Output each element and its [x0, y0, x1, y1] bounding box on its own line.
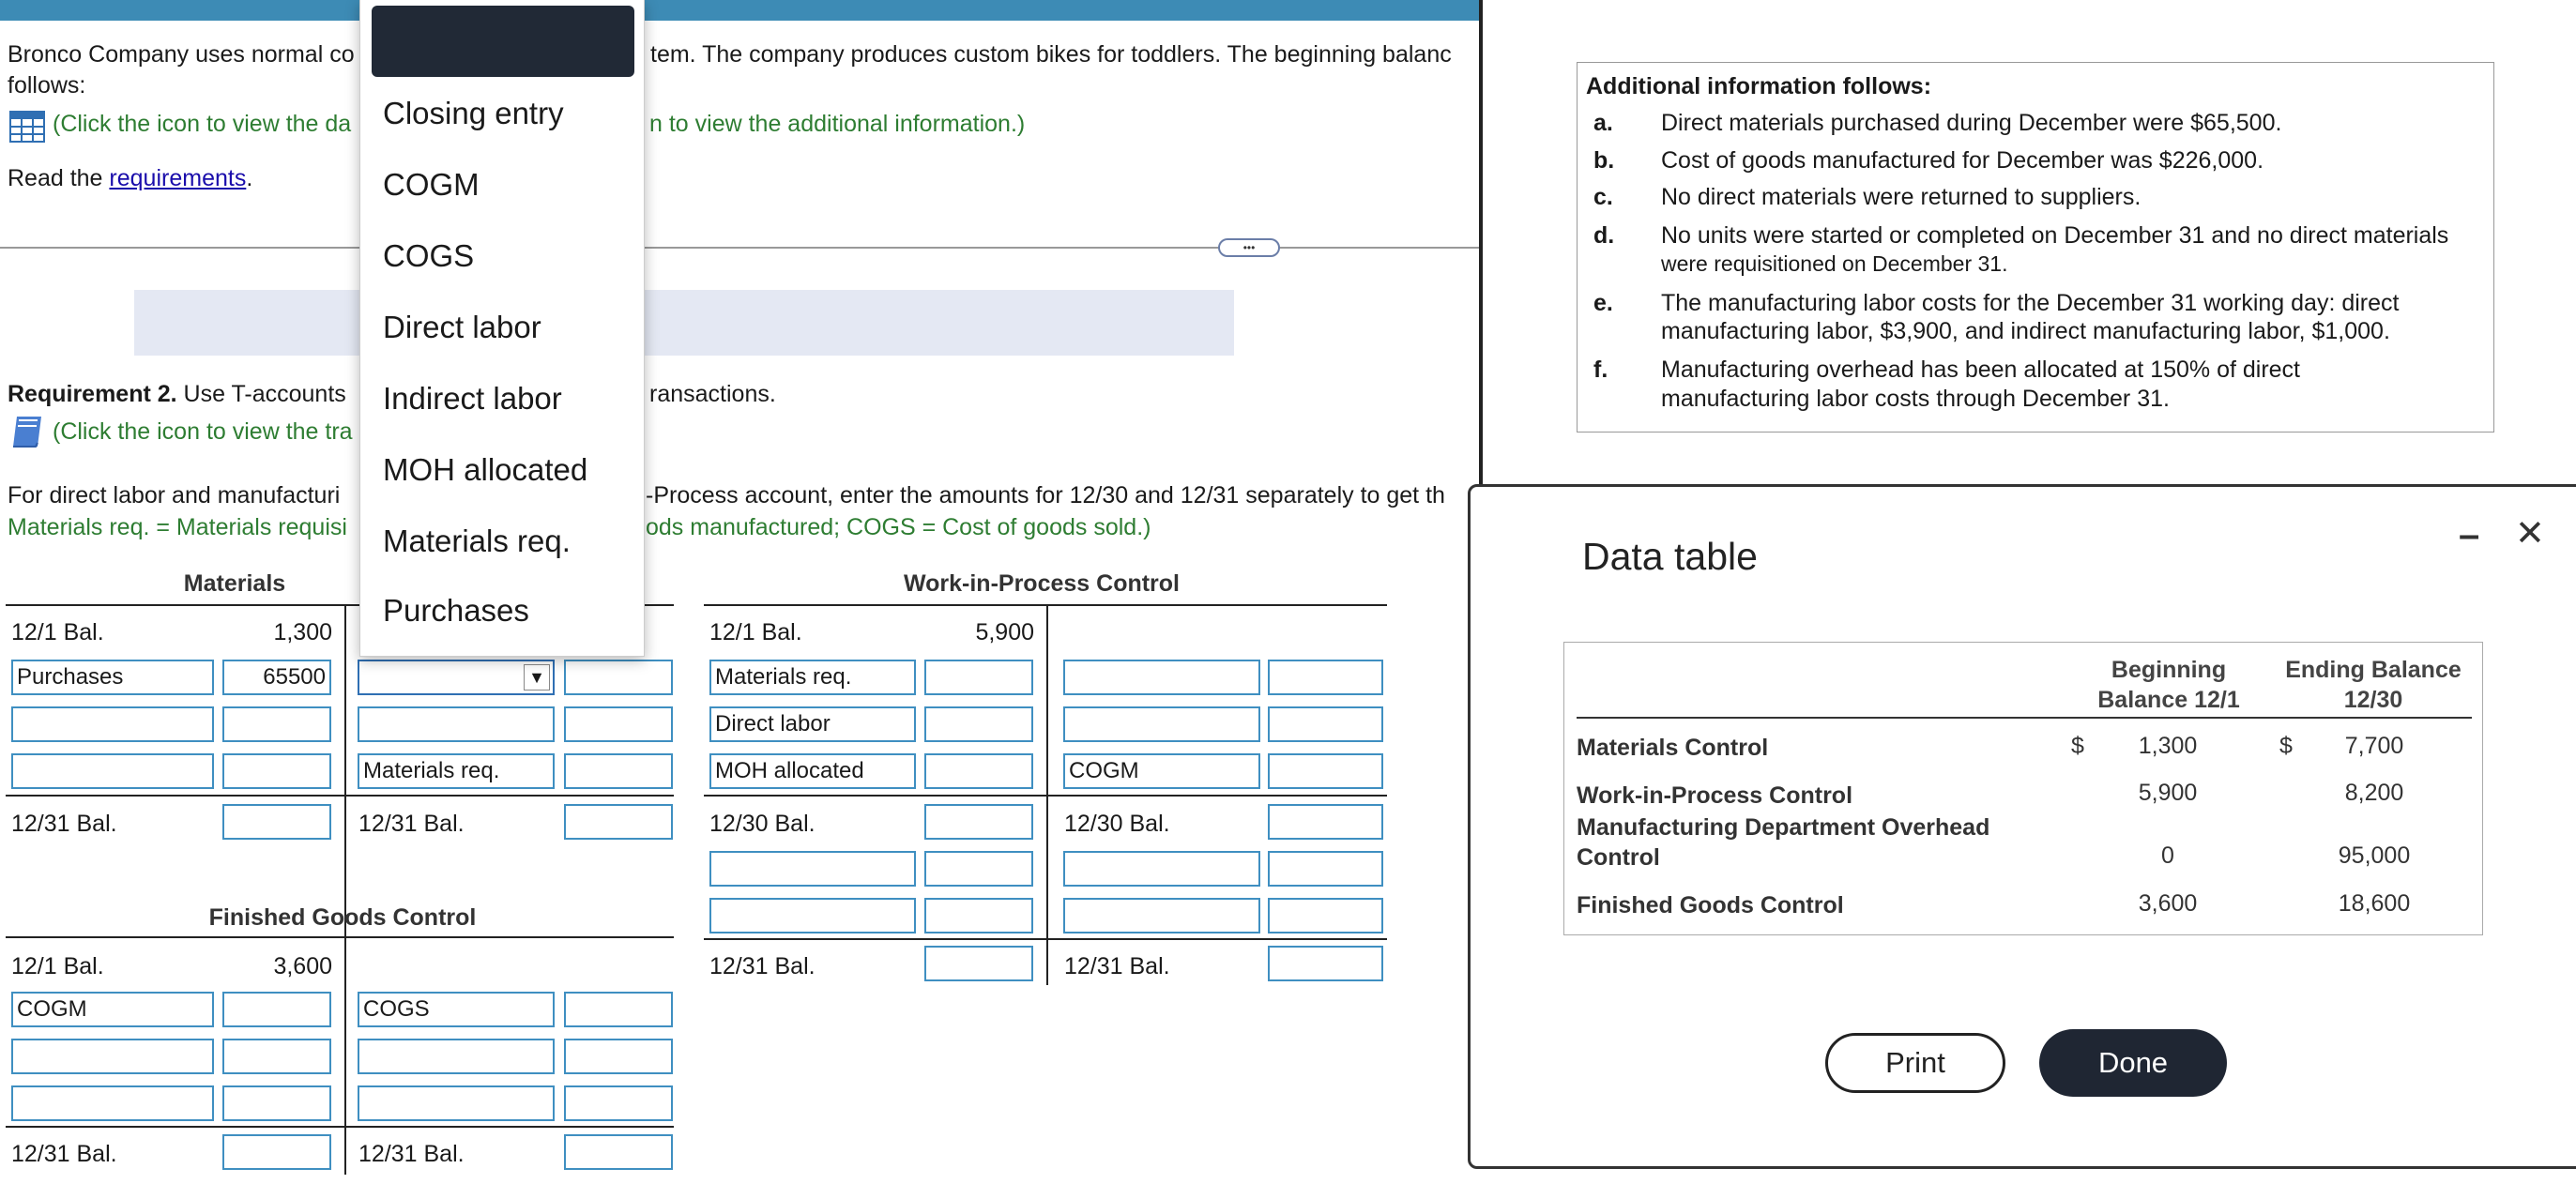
dt-moh-end: 95,000 — [2338, 842, 2411, 869]
info-label-b: b. — [1593, 147, 1615, 174]
close-icon[interactable]: ✕ — [2515, 514, 2545, 554]
info-text-f2: manufacturing labor costs through December 31. — [1661, 386, 2170, 412]
dropdown-item-purchases[interactable]: Purchases — [383, 593, 529, 628]
dt-row-wip: Work-in-Process Control — [1577, 782, 1853, 809]
wip-debit-value-3[interactable] — [924, 753, 1033, 789]
additional-info-link[interactable]: n to view the additional information.) — [649, 111, 1026, 137]
fg-end-label: 12/31 Bal. — [11, 1141, 117, 1167]
dt-fg-end: 18,600 — [2338, 890, 2411, 917]
dt-currency-beg: $ — [2071, 733, 2084, 759]
col-header-beginning — [2065, 655, 2273, 715]
dropdown-selected-blank[interactable] — [372, 6, 634, 77]
dropdown-item-materials-req[interactable]: Materials req. — [383, 524, 571, 558]
print-button[interactable]: Print — [1825, 1033, 2005, 1093]
wip-bal30-value-right[interactable] — [1268, 804, 1383, 840]
wip-credit-value-5[interactable] — [1268, 898, 1383, 933]
wip-credit-value-3[interactable] — [1268, 753, 1383, 789]
info-text-f: Manufacturing overhead has been allocated at 150% of direct — [1661, 357, 2301, 383]
intro-line1-right: tem. The company produces custom bikes for toddlers. The beginning balanc — [650, 41, 1452, 68]
wip-credit-value-2[interactable] — [1268, 706, 1383, 742]
info-label-d: d. — [1593, 222, 1615, 249]
fg-credit-label-2[interactable] — [358, 1039, 555, 1074]
info-text-a: Direct materials purchased during December were $65,500. — [1661, 110, 2282, 136]
wip-credit-label-4[interactable] — [1063, 851, 1260, 887]
data-table-header-rule — [1577, 717, 2472, 719]
info-text-c: No direct materials were returned to suppliers. — [1661, 184, 2142, 210]
intro-line2: follows: — [8, 72, 86, 99]
dropdown-item-moh-allocated[interactable]: MOH allocated — [383, 452, 588, 487]
materials-credit-value-1[interactable] — [564, 660, 673, 695]
abbreviations-right: ods manufactured; COGS = Cost of goods sold.) — [646, 514, 1151, 540]
materials-account-title: Materials — [183, 570, 286, 597]
dt-row-moh: Manufacturing Department Overhead — [1577, 814, 1990, 841]
wip-debit-value-1[interactable] — [924, 660, 1033, 695]
fg-end-label-right: 12/31 Bal. — [358, 1141, 465, 1167]
wip-credit-value-4[interactable] — [1268, 851, 1383, 887]
wip-credit-label-3[interactable]: COGM — [1063, 753, 1260, 789]
dropdown-item-indirect-labor[interactable]: Indirect labor — [383, 381, 562, 416]
requirement-title — [8, 381, 346, 408]
info-label-f: f. — [1593, 357, 1608, 383]
wip-credit-value-1[interactable] — [1268, 660, 1383, 695]
wip-credit-label-1[interactable] — [1063, 660, 1260, 695]
col-header-ending-2: 12/30 — [2343, 687, 2403, 713]
col-header-ending — [2273, 655, 2474, 715]
minimize-icon[interactable]: – — [2459, 514, 2480, 555]
wip-bal30-label: 12/30 Bal. — [709, 811, 815, 837]
materials-debit-label-3[interactable] — [11, 753, 214, 789]
materials-debit-value-3[interactable] — [222, 753, 331, 789]
dt-currency-end: $ — [2279, 733, 2293, 759]
table-icon[interactable] — [9, 111, 45, 143]
fg-balance-rule — [6, 1126, 674, 1128]
info-text-d: No units were started or completed on December 31 and no direct materials — [1661, 222, 2449, 249]
wip-beg-label: 12/1 Bal. — [709, 619, 802, 645]
data-table-title: Data table — [1582, 535, 1758, 578]
requirements-link[interactable]: requirements — [109, 165, 247, 191]
materials-credit-value-3[interactable] — [564, 753, 673, 789]
materials-credit-label-2[interactable] — [358, 706, 555, 742]
wip-bal30-value[interactable] — [924, 804, 1033, 840]
wip-debit-label-1[interactable]: Materials req. — [709, 660, 916, 695]
fg-account-title: Finished Goods Control — [208, 904, 477, 931]
read-requirements — [8, 165, 252, 192]
abbreviations-left: Materials req. = Materials requisi — [8, 514, 347, 540]
expand-button[interactable]: ••• — [1218, 238, 1280, 257]
dropdown-item-direct-labor[interactable]: Direct labor — [383, 310, 541, 344]
materials-debit-label-1[interactable]: Purchases — [11, 660, 214, 695]
wip-balance31-rule — [704, 938, 1387, 940]
account-dropdown-menu — [359, 0, 645, 657]
top-bar — [0, 0, 1483, 21]
instruction-left: For direct labor and manufacturi — [8, 482, 341, 508]
materials-center-rule — [344, 604, 346, 1175]
fg-debit-value-2[interactable] — [222, 1039, 331, 1074]
col-header-beginning-2: Balance 12/1 — [2097, 687, 2240, 713]
wip-bal31-label: 12/31 Bal. — [709, 953, 815, 979]
fg-debit-value-1[interactable] — [222, 992, 331, 1027]
fg-credit-label-1[interactable]: COGS — [358, 992, 555, 1027]
fg-debit-value-3[interactable] — [222, 1085, 331, 1121]
pane-divider — [1479, 0, 1483, 488]
fg-credit-value-2[interactable] — [564, 1039, 673, 1074]
fg-debit-label-1[interactable]: COGM — [11, 992, 214, 1027]
wip-credit-label-5[interactable] — [1063, 898, 1260, 933]
info-text-e2: manufacturing labor, $3,900, and indirect manufacturing labor, $1,000. — [1661, 318, 2390, 344]
fg-credit-value-3[interactable] — [564, 1085, 673, 1121]
wip-debit-value-5[interactable] — [924, 898, 1033, 933]
wip-debit-value-4[interactable] — [924, 851, 1033, 887]
read-suffix: . — [246, 165, 253, 191]
fg-top-rule — [6, 936, 674, 938]
fg-credit-label-3[interactable] — [358, 1085, 555, 1121]
done-button[interactable]: Done — [2039, 1029, 2227, 1097]
materials-debit-value-2[interactable] — [222, 706, 331, 742]
wip-bal31-label-right: 12/31 Bal. — [1064, 953, 1170, 979]
materials-end-label-right: 12/31 Bal. — [358, 811, 465, 837]
fg-credit-value-1[interactable] — [564, 992, 673, 1027]
wip-balance30-rule — [704, 795, 1387, 797]
wip-bal31-value-right[interactable] — [1268, 946, 1383, 981]
wip-debit-label-3[interactable]: MOH allocated — [709, 753, 916, 789]
wip-account-title: Work-in-Process Control — [903, 570, 1181, 597]
info-label-e: e. — [1593, 290, 1613, 316]
info-text-d2: were requisitioned on December 31. — [1661, 251, 2008, 276]
intro-line1-left: Bronco Company uses normal co — [8, 41, 355, 68]
dt-materials-end: 7,700 — [2344, 733, 2404, 759]
answer-feedback-bar — [134, 290, 1234, 356]
wip-debit-label-4[interactable] — [709, 851, 916, 887]
dt-wip-beg: 5,900 — [2138, 780, 2198, 806]
materials-credit-label-3[interactable]: Materials req. — [358, 753, 555, 789]
fg-end-value[interactable] — [222, 1134, 331, 1170]
wip-top-rule — [704, 604, 1387, 606]
dt-row-materials: Materials Control — [1577, 735, 1769, 761]
requirement-title-text: Use T-accounts — [176, 381, 346, 407]
dropdown-item-cogm[interactable]: COGM — [383, 167, 480, 202]
info-label-a: a. — [1593, 110, 1613, 136]
dt-materials-beg: 1,300 — [2138, 733, 2198, 759]
materials-beg-value: 1,300 — [273, 619, 332, 645]
materials-end-value[interactable] — [222, 804, 331, 840]
fg-beg-value: 3,600 — [273, 953, 332, 979]
dropdown-item-closing-entry[interactable]: Closing entry — [383, 96, 564, 130]
fg-end-value-right[interactable] — [564, 1134, 673, 1170]
col-header-ending-1: Ending Balance — [2285, 657, 2462, 683]
fg-debit-label-3[interactable] — [11, 1085, 214, 1121]
dt-wip-end: 8,200 — [2344, 780, 2404, 806]
materials-end-value-right[interactable] — [564, 804, 673, 840]
requirement-title-right: ransactions. — [649, 381, 776, 407]
requirement-title-bold: Requirement 2. — [8, 381, 177, 407]
fg-debit-label-2[interactable] — [11, 1039, 214, 1074]
wip-beg-value: 5,900 — [975, 619, 1034, 645]
materials-beg-label: 12/1 Bal. — [11, 619, 104, 645]
materials-end-label: 12/31 Bal. — [11, 811, 117, 837]
wip-bal30-label-right: 12/30 Bal. — [1064, 811, 1170, 837]
book-icon[interactable] — [9, 413, 47, 450]
col-header-beginning-1: Beginning — [2111, 657, 2227, 683]
dt-fg-beg: 3,600 — [2138, 890, 2198, 917]
materials-credit-value-2[interactable] — [564, 706, 673, 742]
info-label-c: c. — [1593, 184, 1613, 210]
dt-row-moh-2: Control — [1577, 844, 1660, 871]
wip-debit-label-2[interactable]: Direct labor — [709, 706, 916, 742]
wip-debit-label-5[interactable] — [709, 898, 916, 933]
wip-debit-value-2[interactable] — [924, 706, 1033, 742]
dt-moh-beg: 0 — [2161, 842, 2174, 869]
info-text-e: The manufacturing labor costs for the December 31 working day: direct — [1661, 290, 2400, 316]
fg-beg-label: 12/1 Bal. — [11, 953, 104, 979]
materials-balance-rule — [6, 795, 674, 797]
info-text-b: Cost of goods manufactured for December was $226,000. — [1661, 147, 2264, 174]
transactions-link[interactable]: (Click the icon to view the tra — [53, 418, 353, 445]
dt-row-fg: Finished Goods Control — [1577, 892, 1844, 918]
dropdown-item-cogs[interactable]: COGS — [383, 238, 475, 273]
wip-bal31-value[interactable] — [924, 946, 1033, 981]
dropdown-arrow-icon[interactable]: ▼ — [524, 664, 550, 691]
materials-debit-label-2[interactable] — [11, 706, 214, 742]
read-prefix: Read the — [8, 165, 110, 191]
wip-credit-label-2[interactable] — [1063, 706, 1260, 742]
instruction-right: -Process account, enter the amounts for 12/30 and 12/31 separately to get th — [646, 482, 1445, 508]
additional-info-header: Additional information follows: — [1586, 73, 1932, 99]
data-table-link[interactable]: (Click the icon to view the da — [53, 111, 352, 137]
materials-debit-value-1[interactable]: 65500 — [222, 660, 331, 695]
